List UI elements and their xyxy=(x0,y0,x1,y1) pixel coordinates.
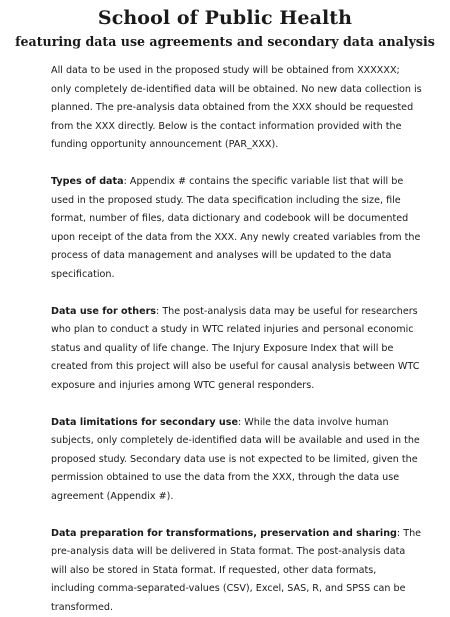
paragraph-types-of-data xyxy=(51,173,422,284)
paragraph-data-limitations xyxy=(51,414,422,507)
paragraph-heading: Data use for others xyxy=(51,306,156,317)
paragraph-intro xyxy=(51,62,422,155)
paragraph-text: : While the data involve human subjects, only completely de-identified data will be available and used in the proposed study. Secondary data use is not expected to be limited, given the permission obtained to use the data from the XXX, through the data use agreement (Appendix #). xyxy=(51,417,420,502)
paragraph-heading: Types of data xyxy=(51,176,124,187)
paragraph-text: All data to be used in the proposed study will be obtained from XXXXXX; only completely de-identified data will be obtained. No new data collection is planned. The pre-analysis data obtained from the XXX should be requested from the XXX directly. Below is the contact information provided with the funding opportunity announcement (PAR_XXX). xyxy=(51,65,422,150)
paragraph-data-use-for-others xyxy=(51,303,422,396)
paragraph-text: : The pre-analysis data will be delivered in Stata format. The post-analysis data will also be stored in Stata format. If requested, other data formats, including comma-separated-values (CSV), Excel, SAS, R, and SPSS can be transformed. xyxy=(51,528,421,613)
document-subtitle: featuring data use agreements and secondary data analysis xyxy=(0,33,450,51)
paragraph-data-preparation xyxy=(51,525,422,617)
paragraph-text: : Appendix # contains the specific variable list that will be used in the proposed study. The data specification including the size, file format, number of files, data dictionary and codebook will be documented upon receipt of the data from the XXX. Any newly created variables from the process of data management and analyses will be updated to the data specification. xyxy=(51,176,420,280)
document-body xyxy=(0,62,450,617)
paragraph-heading: Data preparation for transformations, preservation and sharing xyxy=(51,528,397,539)
paragraph-heading: Data limitations for secondary use xyxy=(51,417,238,428)
paragraph-text: : The post-analysis data may be useful for researchers who plan to conduct a study in WTC related injuries and personal economic status and quality of life change. The Injury Exposure Index that will be created from this project will also be useful for causal analysis between WTC exposure and injuries among WTC general responders. xyxy=(51,306,419,391)
document-title: School of Public Health xyxy=(0,6,450,30)
